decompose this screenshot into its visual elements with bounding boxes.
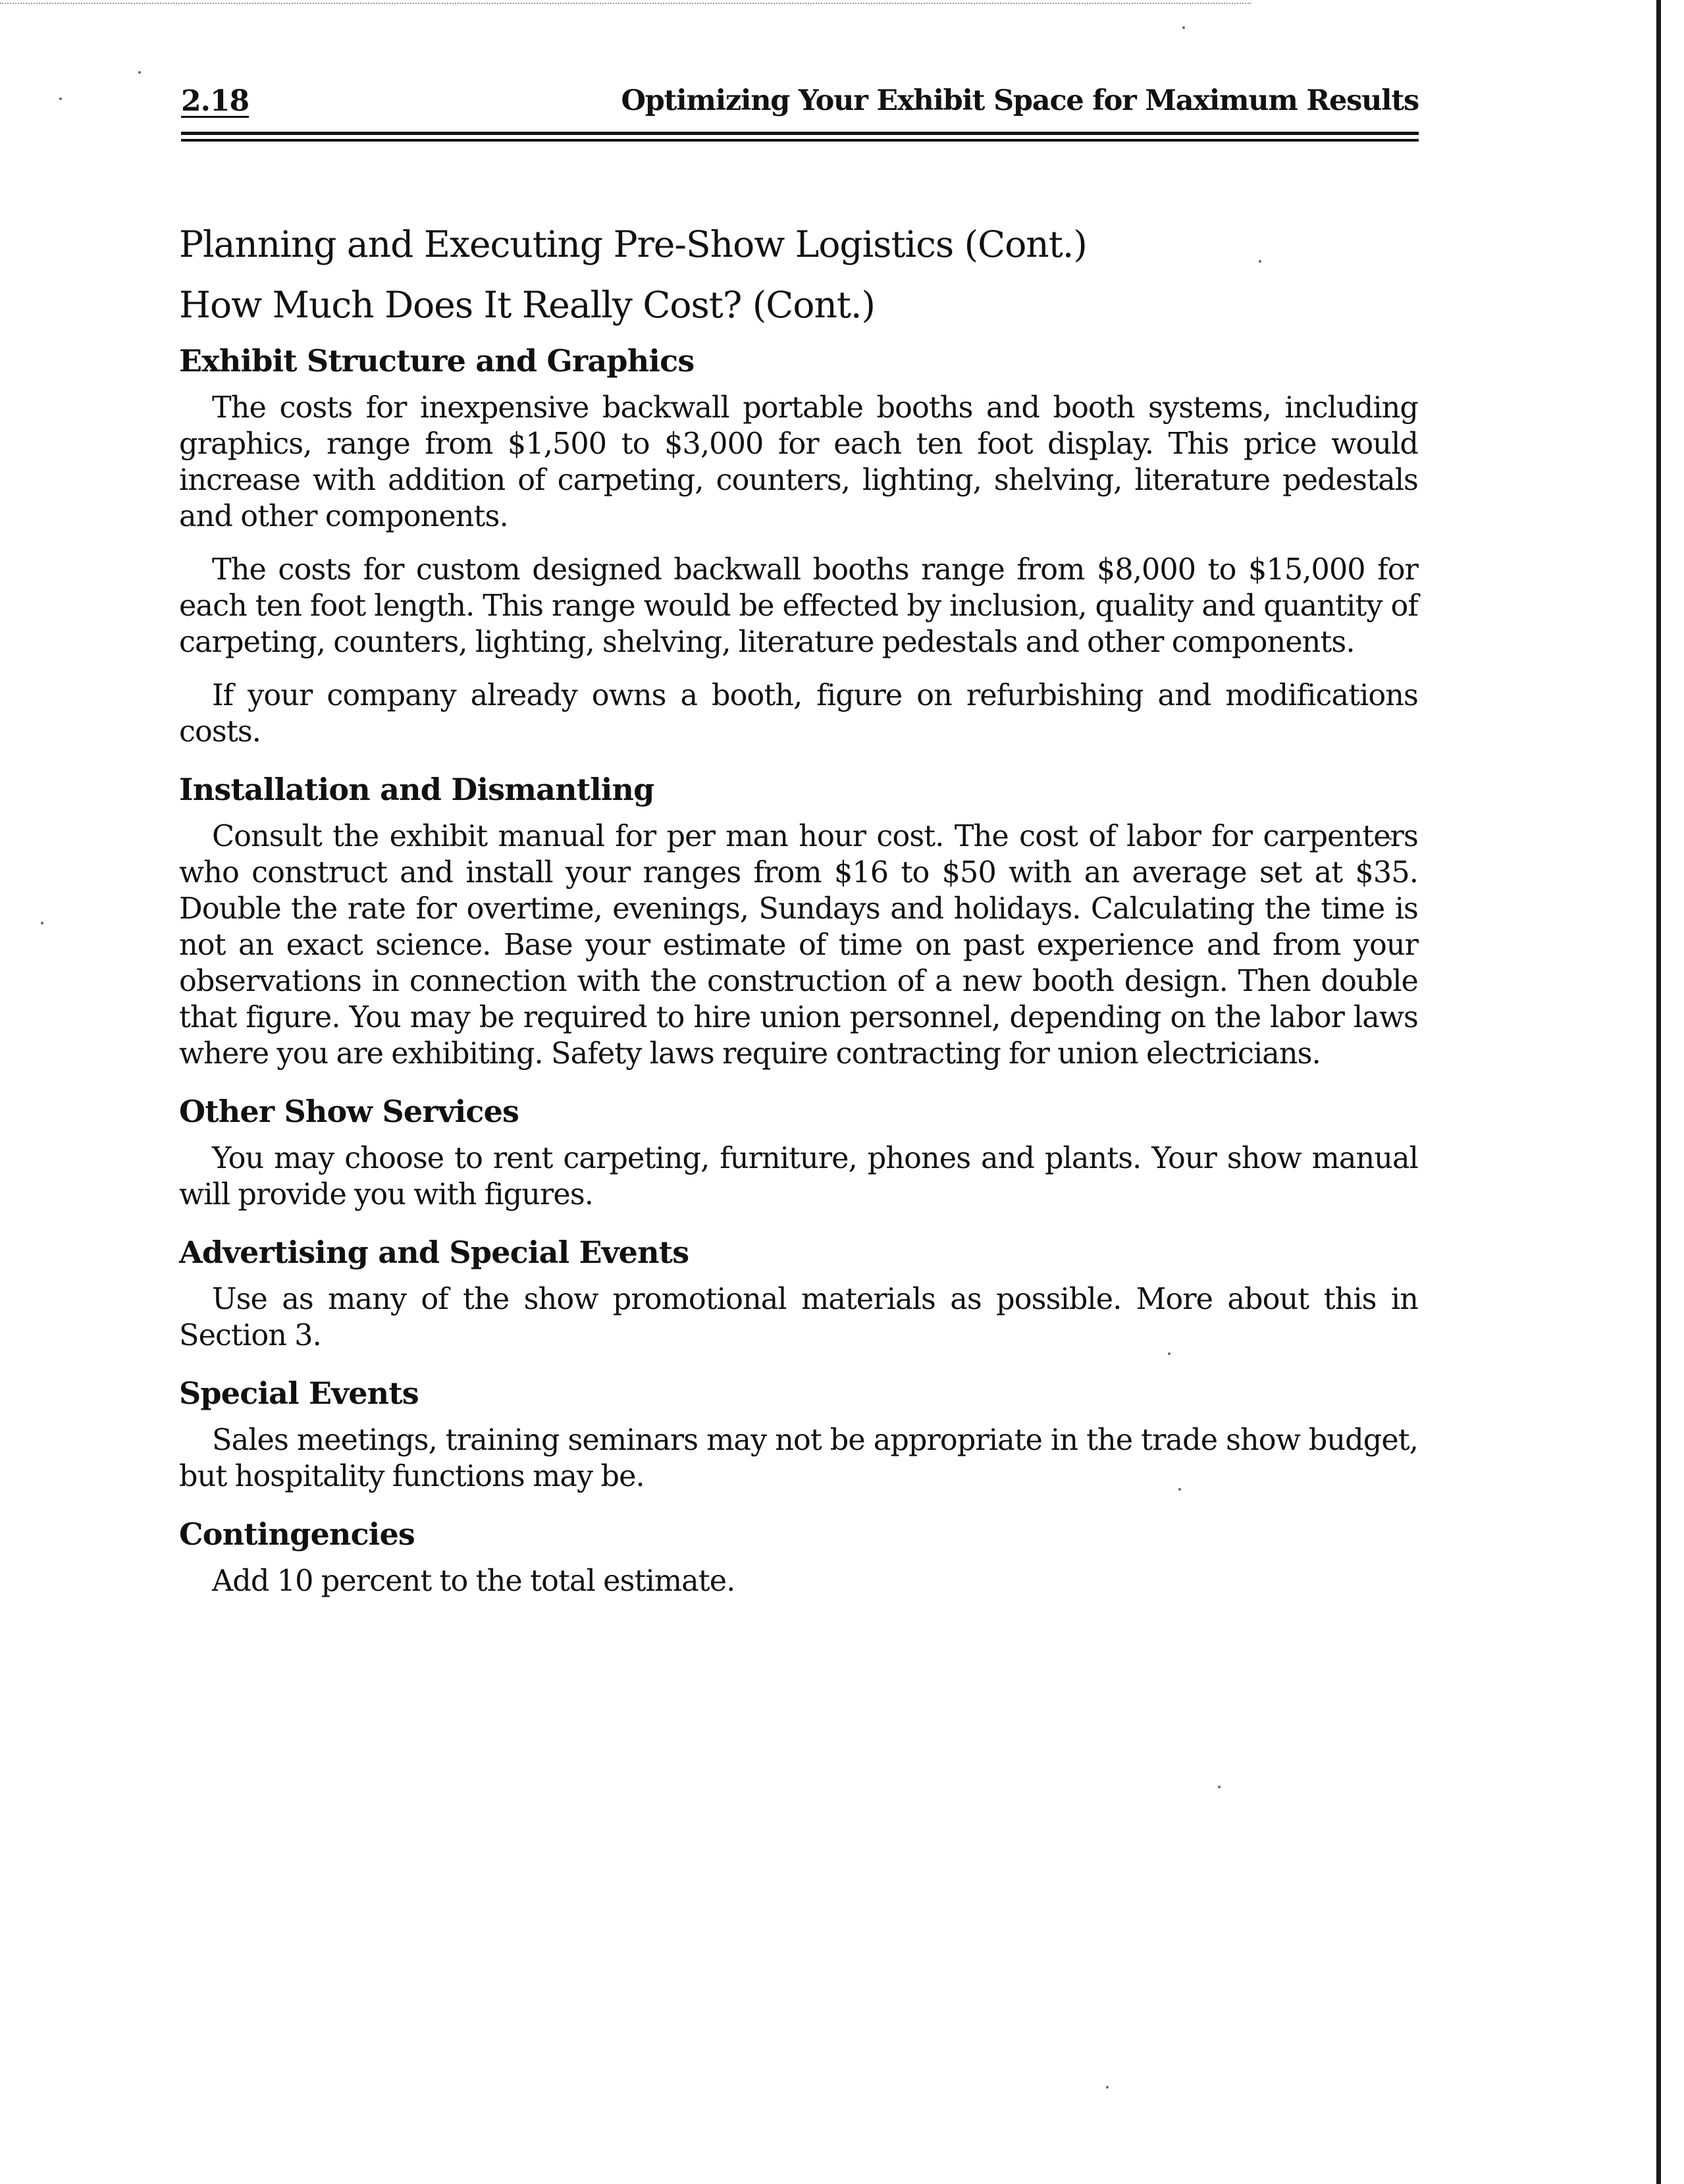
section-heading-contingencies: Contingencies (179, 1516, 415, 1552)
page-subtitle: How Much Does It Really Cost? (Cont.) (179, 284, 875, 326)
paragraph: Consult the exhibit manual for per man hour cost. The cost of labor for carpenters who construct and install your ranges from $16 to $50 with an average set at $35. Double the rate for overtime, evenings, Sundays and holidays. Calculating the time is not an exact science. Base your estimate of time on past experience and from your observations in connection with the construction of a new booth design. Then double that figure. You may be required to hire union personnel, depending on the labor laws where you are exhibiting. Safety laws require contracting for union electricians. (179, 820, 1418, 1071)
scan-speck (1218, 1786, 1221, 1788)
page-title: Planning and Executing Pre-Show Logistics (Cont.) (179, 223, 1087, 265)
section-heading-other-services: Other Show Services (179, 1094, 519, 1129)
running-title: Optimizing Your Exhibit Space for Maximum Results (621, 84, 1419, 117)
paragraph: Sales meetings, training seminars may not be appropriate in the trade show budget, but hospitality functions may be. (179, 1424, 1418, 1493)
scan-speck (1182, 26, 1185, 29)
header-rule (181, 132, 1419, 135)
paragraph: The costs for custom designed backwall booths range from $8,000 to $15,000 for each ten foot length. This range would be effected by inclusion, quality and quantity of carpeting, counters, lighting, shelving, literature pedestals and other components. (179, 553, 1418, 659)
header-rule (181, 139, 1419, 142)
scan-speck (59, 97, 62, 100)
page-body (179, 223, 1418, 1599)
scan-speck (41, 922, 43, 924)
paragraph: If your company already owns a booth, figure on refurbishing and modifications costs. (179, 679, 1418, 749)
paragraph: The costs for inexpensive backwall portable booths and booth systems, including graphics, range from $1,500 to $3,000 for each ten foot display. This price would increase with addition of carpeting, counters, lighting, shelving, literature pedestals and other components. (179, 391, 1418, 533)
section-heading-special-events: Special Events (179, 1375, 419, 1411)
section-heading-advertising: Advertising and Special Events (179, 1235, 689, 1270)
scan-speck (1106, 2086, 1109, 2089)
page-number: 2.18 (181, 84, 250, 118)
paragraph: You may choose to rent carpeting, furniture, phones and plants. Your show manual will provide you with figures. (179, 1142, 1418, 1212)
paragraph: Add 10 percent to the total estimate. (212, 1564, 735, 1598)
scan-right-edge (1656, 0, 1661, 2184)
scan-top-edge (0, 3, 1251, 4)
paragraph: Use as many of the show promotional materials as possible. More about this in Section 3. (179, 1283, 1418, 1352)
scan-speck (138, 71, 141, 74)
section-heading-exhibit-structure: Exhibit Structure and Graphics (179, 343, 695, 379)
section-heading-installation: Installation and Dismantling (179, 772, 654, 807)
running-header (181, 84, 1419, 130)
